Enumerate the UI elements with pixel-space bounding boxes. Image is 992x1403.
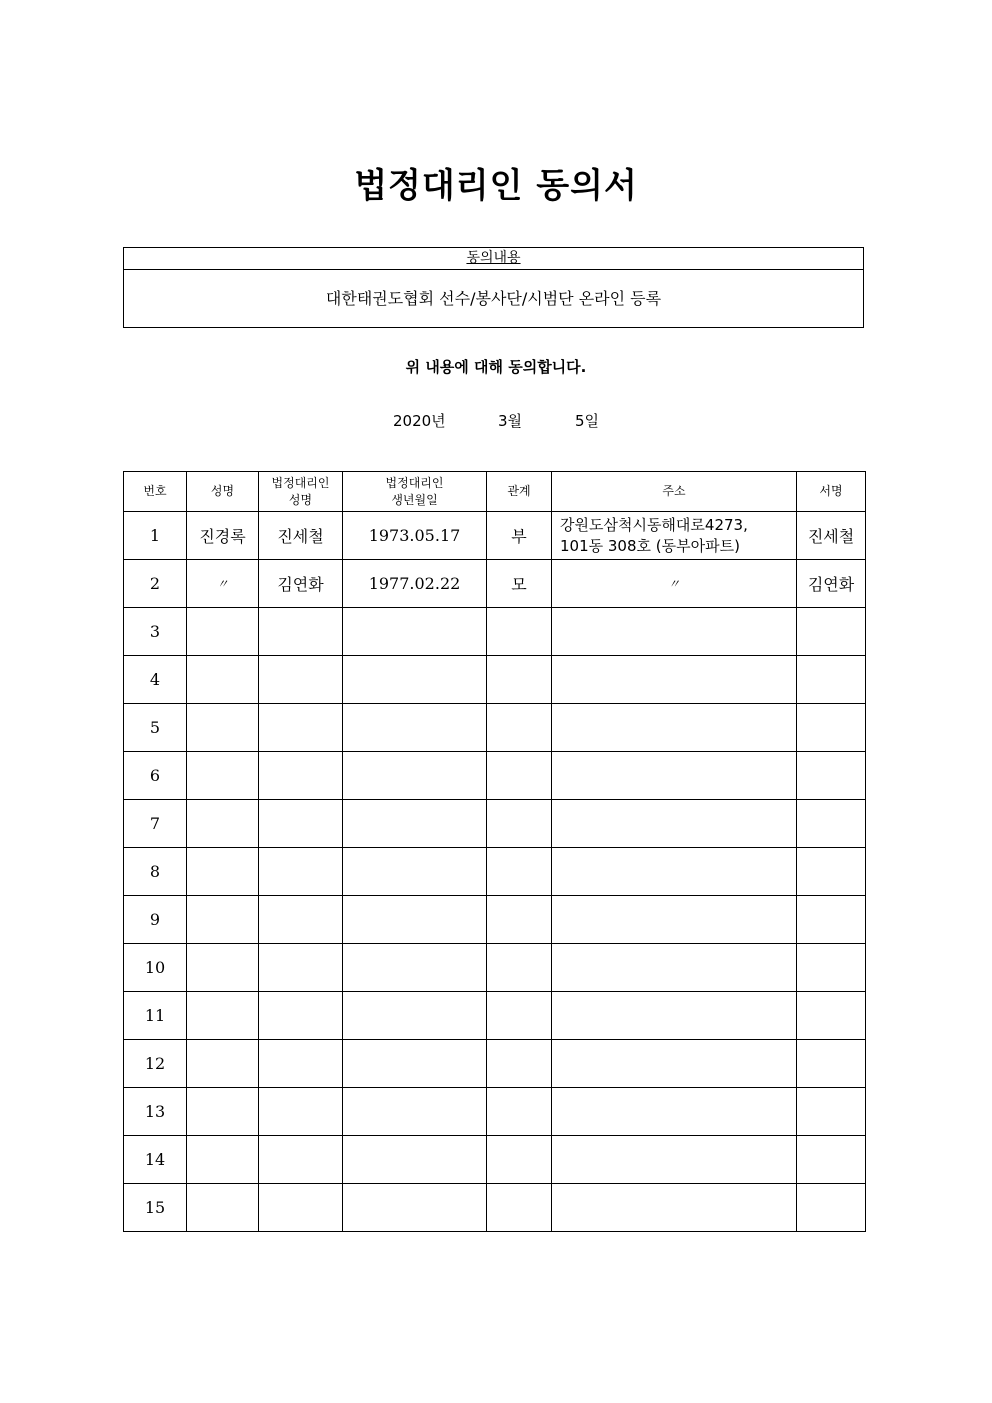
cell-guardian xyxy=(259,800,343,848)
cell-signature: 김연화 xyxy=(797,560,866,608)
cell-signature xyxy=(797,992,866,1040)
cell-no: 2 xyxy=(124,560,187,608)
date-year: 2020년 xyxy=(393,412,446,430)
cell-relation xyxy=(487,896,552,944)
cell-birth xyxy=(343,848,487,896)
document-title: 법정대리인 동의서 xyxy=(354,166,638,206)
agreement-statement: 위 내용에 대해 동의합니다. xyxy=(405,358,587,376)
table-row xyxy=(124,1088,866,1136)
cell-address xyxy=(552,512,797,560)
header-signature: 서명 xyxy=(797,472,866,512)
table-row xyxy=(124,800,866,848)
cell-birth xyxy=(343,608,487,656)
cell-guardian xyxy=(259,896,343,944)
cell-relation xyxy=(487,1040,552,1088)
cell-birth: 1973.05.17 xyxy=(343,512,487,560)
cell-address-line2: 101동 308호 (동부아파트) xyxy=(560,536,740,555)
cell-name xyxy=(187,752,259,800)
cell-name xyxy=(187,992,259,1040)
cell-guardian xyxy=(259,1040,343,1088)
table-row xyxy=(124,1136,866,1184)
cell-relation xyxy=(487,752,552,800)
cell-no: 7 xyxy=(124,800,187,848)
cell-relation xyxy=(487,1088,552,1136)
cell-name xyxy=(187,656,259,704)
date-day: 5일 xyxy=(575,412,600,430)
cell-name xyxy=(187,1088,259,1136)
cell-no: 3 xyxy=(124,608,187,656)
header-guardian-name-line2: 성명 xyxy=(288,492,313,507)
cell-no: 5 xyxy=(124,704,187,752)
header-relation: 관계 xyxy=(487,472,552,512)
cell-signature xyxy=(797,752,866,800)
cell-birth xyxy=(343,800,487,848)
cell-name xyxy=(187,704,259,752)
cell-birth: 1977.02.22 xyxy=(343,560,487,608)
cell-no: 1 xyxy=(124,512,187,560)
cell-name xyxy=(187,1040,259,1088)
cell-address xyxy=(552,1184,797,1232)
table-row xyxy=(124,512,866,560)
cell-name xyxy=(187,944,259,992)
cell-guardian xyxy=(259,608,343,656)
cell-signature xyxy=(797,1136,866,1184)
table-row xyxy=(124,656,866,704)
cell-relation xyxy=(487,944,552,992)
cell-relation xyxy=(487,800,552,848)
cell-signature xyxy=(797,656,866,704)
cell-no: 6 xyxy=(124,752,187,800)
cell-birth xyxy=(343,752,487,800)
cell-no: 10 xyxy=(124,944,187,992)
cell-guardian xyxy=(259,1184,343,1232)
cell-no: 8 xyxy=(124,848,187,896)
cell-relation xyxy=(487,1136,552,1184)
table-row xyxy=(124,992,866,1040)
cell-birth xyxy=(343,944,487,992)
cell-no: 14 xyxy=(124,1136,187,1184)
consent-header-label: 동의내용 xyxy=(466,250,521,266)
cell-address xyxy=(552,752,797,800)
cell-name xyxy=(187,608,259,656)
cell-no: 4 xyxy=(124,656,187,704)
cell-relation xyxy=(487,656,552,704)
cell-name xyxy=(187,896,259,944)
cell-relation xyxy=(487,704,552,752)
cell-relation xyxy=(487,992,552,1040)
cell-no: 12 xyxy=(124,1040,187,1088)
cell-no: 15 xyxy=(124,1184,187,1232)
header-guardian-birth-line1: 법정대리인 xyxy=(385,475,444,490)
cell-no: 9 xyxy=(124,896,187,944)
cell-name: 진경록 xyxy=(187,512,259,560)
cell-birth xyxy=(343,992,487,1040)
header-guardian-name-line1: 법정대리인 xyxy=(271,475,330,490)
cell-address: 〃 xyxy=(552,560,797,608)
cell-relation: 부 xyxy=(487,512,552,560)
cell-address xyxy=(552,896,797,944)
cell-address xyxy=(552,1040,797,1088)
cell-name: 〃 xyxy=(187,560,259,608)
cell-birth xyxy=(343,1136,487,1184)
cell-guardian xyxy=(259,992,343,1040)
cell-signature xyxy=(797,1088,866,1136)
cell-address xyxy=(552,1136,797,1184)
table-row xyxy=(124,848,866,896)
cell-birth xyxy=(343,896,487,944)
consent-body: 대한태권도협회 선수/봉사단/시범단 온라인 등록 xyxy=(325,289,662,308)
cell-name xyxy=(187,800,259,848)
cell-relation xyxy=(487,1184,552,1232)
header-address: 주소 xyxy=(552,472,797,512)
cell-address xyxy=(552,992,797,1040)
cell-name xyxy=(187,1184,259,1232)
cell-signature xyxy=(797,848,866,896)
table-row xyxy=(124,560,866,608)
cell-signature xyxy=(797,1184,866,1232)
cell-guardian xyxy=(259,944,343,992)
header-name: 성명 xyxy=(187,472,259,512)
table-row xyxy=(124,1184,866,1232)
cell-address xyxy=(552,1088,797,1136)
cell-signature xyxy=(797,608,866,656)
cell-relation xyxy=(487,848,552,896)
cell-birth xyxy=(343,1040,487,1088)
table-row xyxy=(124,704,866,752)
cell-signature xyxy=(797,704,866,752)
cell-address xyxy=(552,704,797,752)
cell-guardian xyxy=(259,1088,343,1136)
header-guardian-name xyxy=(259,472,343,512)
cell-address xyxy=(552,848,797,896)
header-guardian-birth xyxy=(343,472,487,512)
cell-name xyxy=(187,848,259,896)
cell-guardian xyxy=(259,848,343,896)
table-row xyxy=(124,944,866,992)
guardian-registration-table xyxy=(123,471,866,1232)
cell-no: 11 xyxy=(124,992,187,1040)
header-no: 번호 xyxy=(124,472,187,512)
cell-signature: 진세철 xyxy=(797,512,866,560)
cell-signature xyxy=(797,944,866,992)
cell-no: 13 xyxy=(124,1088,187,1136)
cell-guardian xyxy=(259,656,343,704)
cell-guardian xyxy=(259,704,343,752)
table-row xyxy=(124,896,866,944)
cell-guardian: 김연화 xyxy=(259,560,343,608)
cell-signature xyxy=(797,800,866,848)
cell-relation xyxy=(487,608,552,656)
cell-birth xyxy=(343,656,487,704)
cell-relation: 모 xyxy=(487,560,552,608)
cell-birth xyxy=(343,1088,487,1136)
cell-address-line1: 강원도삼척시동해대로4273, xyxy=(560,515,748,534)
cell-name xyxy=(187,1136,259,1184)
cell-birth xyxy=(343,1184,487,1232)
cell-signature xyxy=(797,1040,866,1088)
cell-guardian xyxy=(259,1136,343,1184)
cell-address xyxy=(552,656,797,704)
table-header-row xyxy=(124,472,866,512)
consent-header xyxy=(124,248,863,270)
date-month: 3월 xyxy=(498,412,523,430)
table-row xyxy=(124,752,866,800)
cell-birth xyxy=(343,704,487,752)
header-guardian-birth-line2: 생년월일 xyxy=(391,492,438,507)
cell-address xyxy=(552,608,797,656)
cell-address xyxy=(552,944,797,992)
consent-box xyxy=(123,247,864,328)
cell-guardian xyxy=(259,752,343,800)
cell-signature xyxy=(797,896,866,944)
table-row xyxy=(124,608,866,656)
cell-guardian: 진세철 xyxy=(259,512,343,560)
cell-address xyxy=(552,800,797,848)
table-row xyxy=(124,1040,866,1088)
